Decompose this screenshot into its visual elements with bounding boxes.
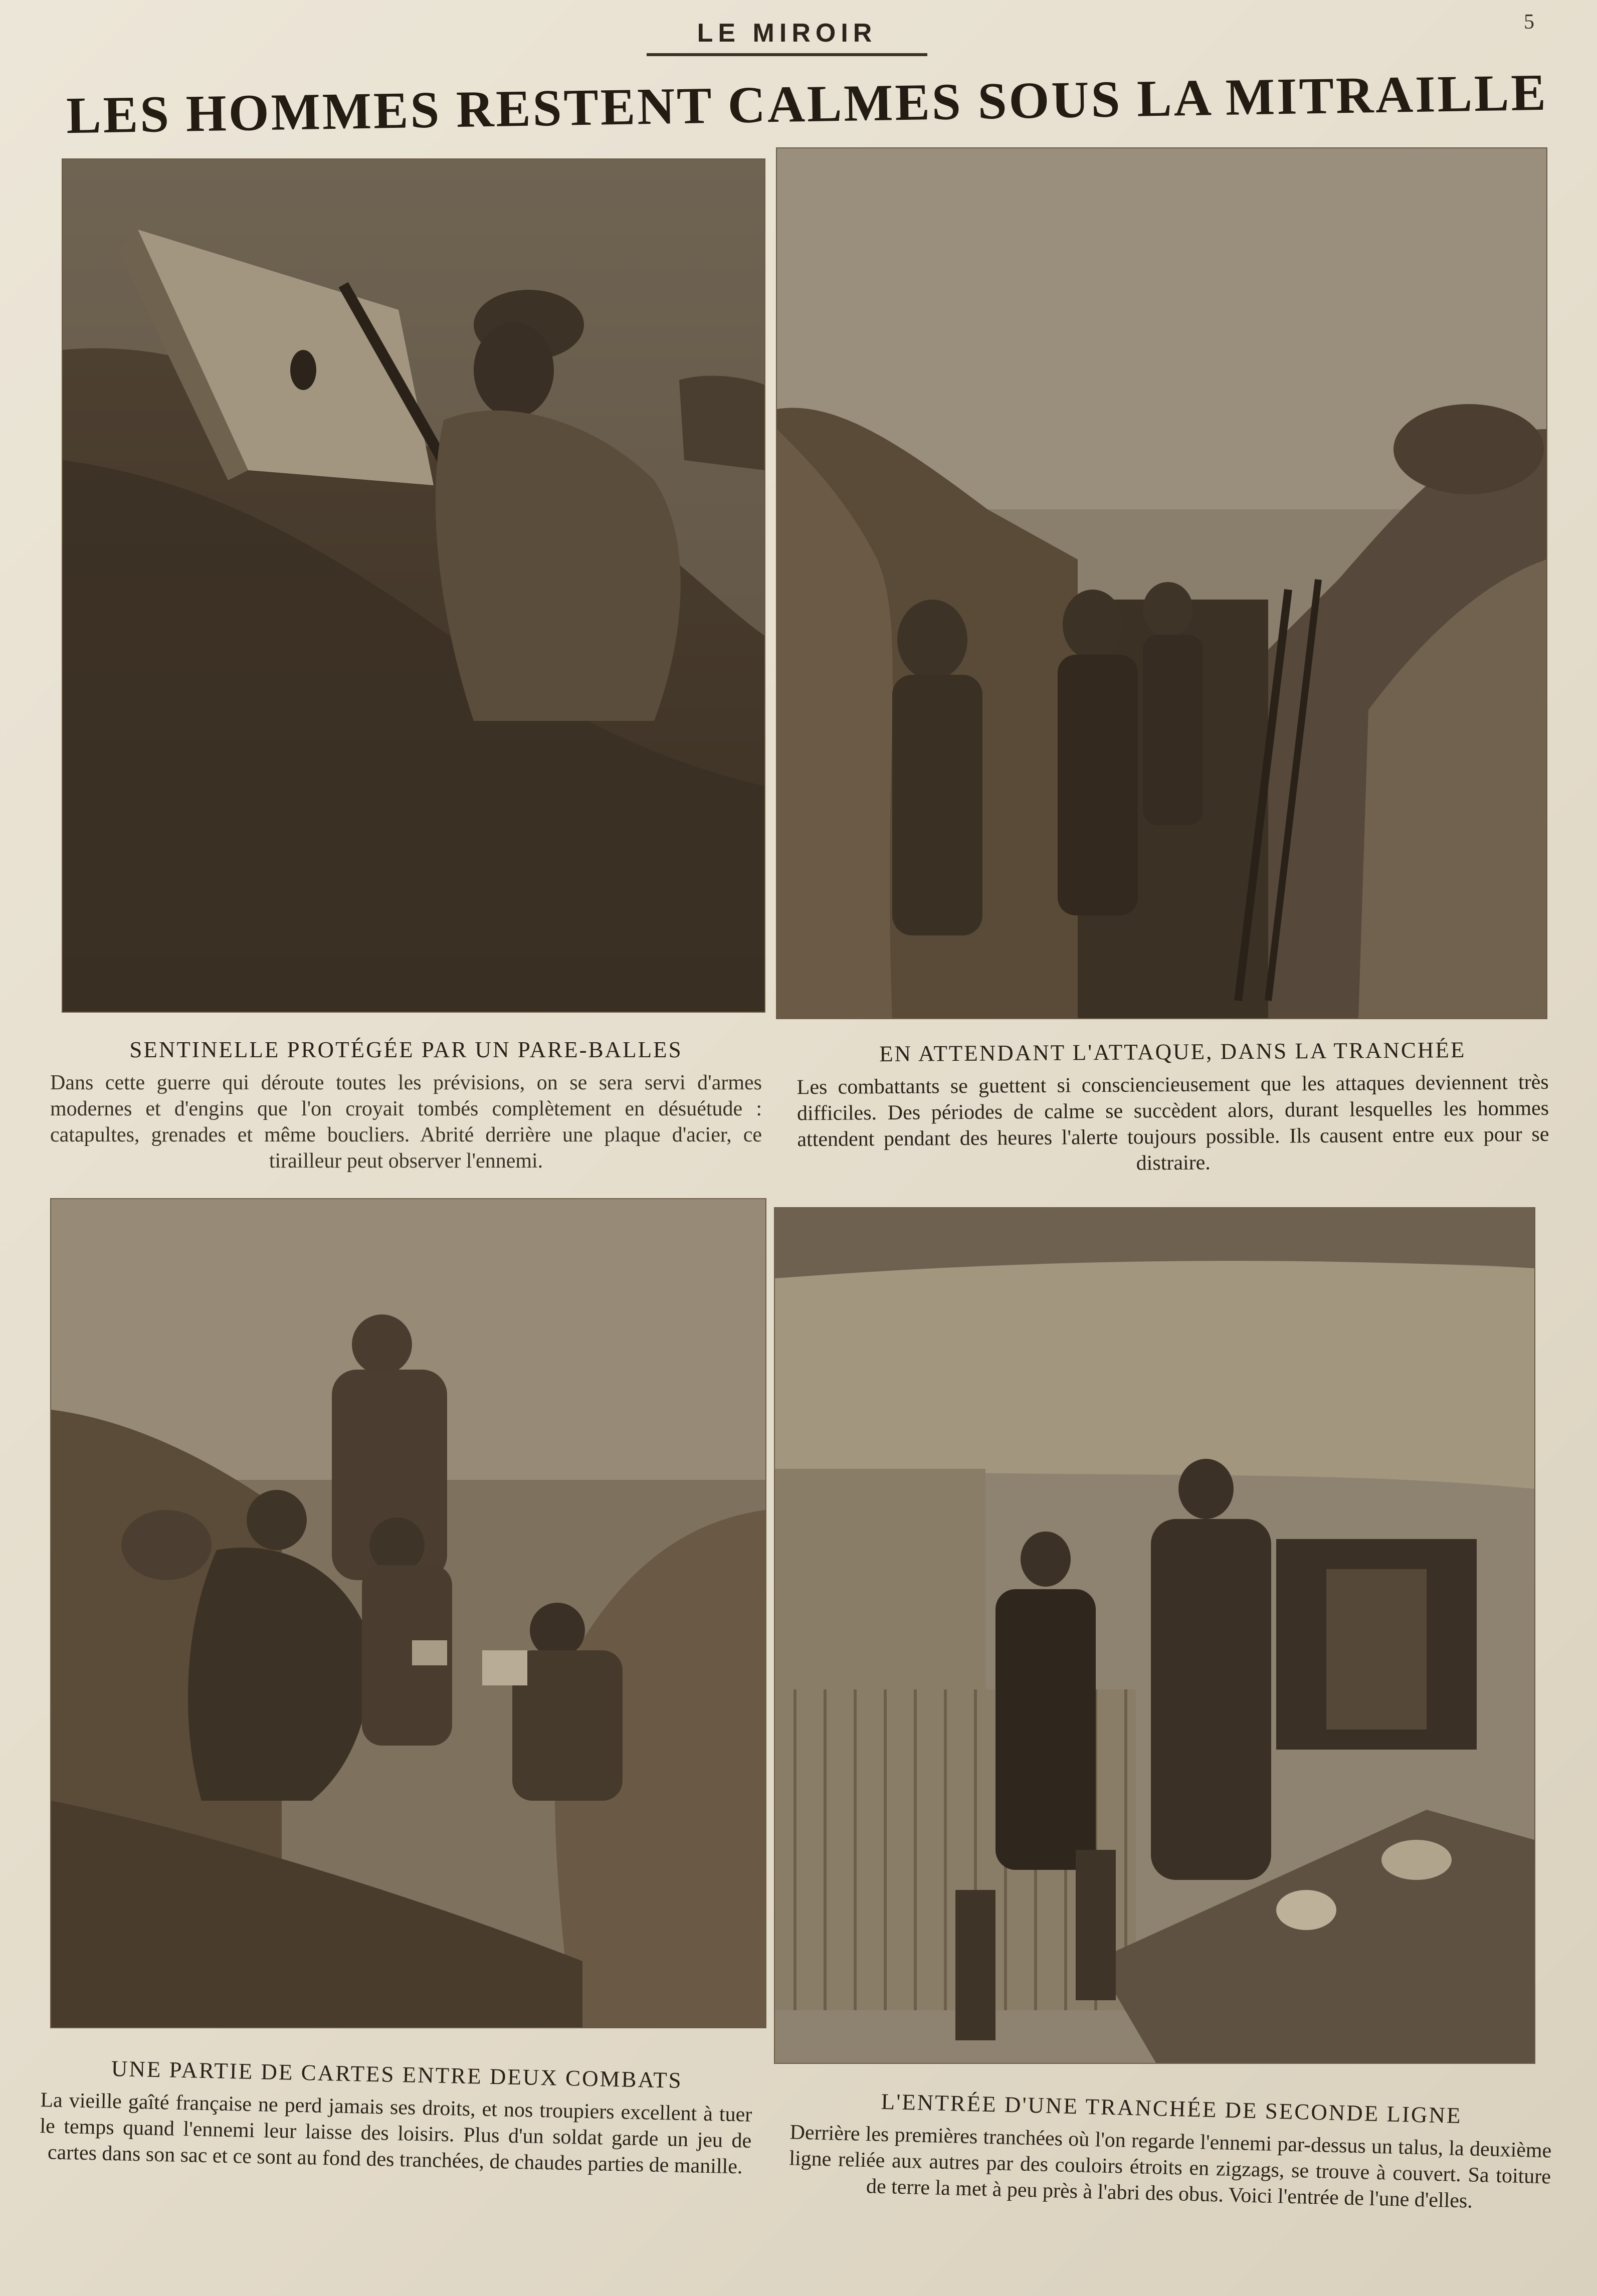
photo-sentinel	[63, 159, 764, 1012]
photo-card-game	[51, 1199, 765, 2027]
caption-text: La vieille gaîté française ne perd jamais ses droits, et nos troupiers excellent à tuer le temps quand l'ennemi leur laisse des loisirs. Plus d'un soldat garde un jeu de cartes dans son sac et ce sont au fond des tranchées, de chaudes parties de manille.	[39, 2088, 752, 2179]
page-number: 5	[1524, 11, 1534, 34]
caption-trench-waiting	[796, 1036, 1549, 1179]
photo-trench-entrance	[775, 1208, 1534, 2063]
caption-sentinel	[50, 1037, 762, 1174]
sentinel-photo-image	[63, 159, 764, 1012]
page-headline: LES HOMMES RESTENT CALMES SOUS LA MITRAILLE	[66, 63, 1548, 145]
photo-trench-waiting	[777, 148, 1546, 1018]
caption-title: L'ENTRÉE D'UNE TRANCHÉE DE SECONDE LIGNE	[881, 2088, 1463, 2129]
masthead-title: LE MIROIR	[647, 18, 927, 56]
caption-text: Derrière les premières tranchées où l'on regarde l'ennemi par-dessus un talus, la deuxième ligne reliée aux autres par des couloirs étroits en zigzags, se trouve à couvert. Sa toiture de terre la met à peu près à l'abri des obus. Voici l'entrée de l'une d'elles.	[788, 2121, 1552, 2213]
caption-trench-entrance	[788, 2086, 1553, 2216]
card-game-photo-image	[51, 1199, 765, 2027]
trench-waiting-photo-image	[777, 148, 1546, 1018]
caption-text: Dans cette guerre qui déroute toutes les prévisions, on se sera servi d'armes modernes et d'engins que l'on croyait tombés complètement en désuétude : catapultes, grenades et même boucliers. Abrité derrière une plaque d'acier, ce tirailleur peut observer l'ennemi.	[50, 1071, 762, 1173]
caption-card-game	[39, 2054, 753, 2180]
caption-title: EN ATTENDANT L'ATTAQUE, DANS LA TRANCHÉE	[879, 1037, 1466, 1067]
caption-title: UNE PARTIE DE CARTES ENTRE DEUX COMBATS	[111, 2056, 683, 2093]
caption-title: SENTINELLE PROTÉGÉE PAR UN PARE-BALLES	[129, 1037, 683, 1062]
caption-text: Les combattants se guettent si consciencieusement que les attaques deviennent très difficiles. Des périodes de calme se succèdent alors, durant lesquelles les hommes attendent pendant des heures l'alerte toujours possible. Ils causent entre eux pour se distraire.	[796, 1070, 1549, 1175]
trench-entrance-photo-image	[775, 1208, 1534, 2063]
